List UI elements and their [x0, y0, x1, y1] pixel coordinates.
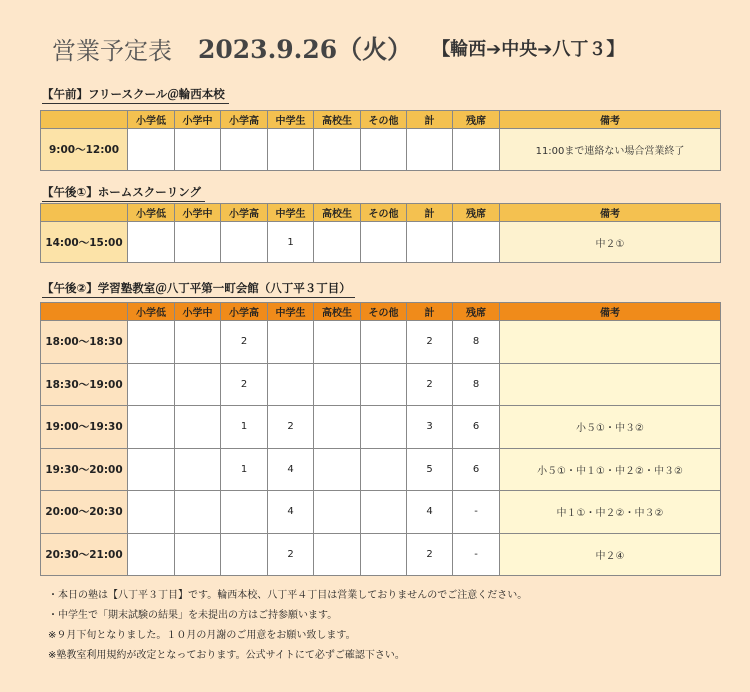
count-cell: 1	[268, 222, 314, 263]
remarks-cell	[500, 363, 721, 406]
count-cell	[175, 491, 221, 534]
count-cell	[361, 222, 407, 263]
count-cell: 2	[407, 533, 453, 576]
column-header: 小学低	[128, 111, 175, 129]
time-slot: 19:00〜19:30	[41, 406, 128, 449]
section-label: 【午前】フリースクール＠輪西本校	[42, 86, 229, 104]
column-header: 小学高	[221, 303, 268, 321]
title-route: 【輪西➔中央➔八丁３】	[432, 39, 625, 60]
count-cell	[361, 406, 407, 449]
column-header: 計	[407, 111, 453, 129]
column-header: 小学中	[175, 111, 221, 129]
count-cell: -	[453, 533, 500, 576]
table-row	[41, 321, 721, 364]
table-row	[41, 406, 721, 449]
time-slot: 18:00〜18:30	[41, 321, 128, 364]
note-line: ※９月下旬となりました。１０月の月謝のご用意をお願い致します。	[48, 630, 356, 641]
footer-notes	[48, 586, 527, 666]
count-cell: 4	[407, 491, 453, 534]
column-header: 計	[407, 204, 453, 222]
count-cell: 5	[407, 448, 453, 491]
count-cell	[361, 363, 407, 406]
section-label: 【午後①】ホームスクーリング	[42, 184, 205, 202]
count-cell	[314, 129, 361, 171]
remarks-cell: 中２①	[500, 222, 721, 263]
count-cell	[128, 222, 175, 263]
count-cell: 2	[221, 321, 268, 364]
column-header: 中学生	[268, 204, 314, 222]
header-row	[41, 204, 721, 222]
time-slot: 9:00〜12:00	[41, 129, 128, 171]
count-cell: 4	[268, 491, 314, 534]
count-cell: 6	[453, 406, 500, 449]
column-header: 高校生	[314, 204, 361, 222]
count-cell	[128, 321, 175, 364]
remarks-cell: 11:00まで連絡ない場合営業終了	[500, 129, 721, 171]
count-cell	[314, 448, 361, 491]
count-cell	[314, 363, 361, 406]
count-cell	[361, 448, 407, 491]
section-label: 【午後②】学習塾教室＠八丁平第一町会館（八丁平３丁目）	[42, 280, 355, 298]
column-header: 小学高	[221, 111, 268, 129]
count-cell	[175, 129, 221, 171]
column-header: 小学中	[175, 204, 221, 222]
count-cell: 1	[221, 406, 268, 449]
count-cell	[407, 222, 453, 263]
title-heading: 営業予定表	[52, 36, 172, 65]
column-header: 中学生	[268, 111, 314, 129]
column-header: 小学高	[221, 204, 268, 222]
count-cell	[175, 363, 221, 406]
count-cell: 6	[453, 448, 500, 491]
count-cell	[314, 406, 361, 449]
time-slot: 20:00〜20:30	[41, 491, 128, 534]
count-cell: 2	[268, 406, 314, 449]
column-header: 残席	[453, 111, 500, 129]
column-header	[41, 204, 128, 222]
count-cell	[314, 491, 361, 534]
count-cell	[221, 222, 268, 263]
count-cell: 2	[407, 321, 453, 364]
count-cell: 3	[407, 406, 453, 449]
time-slot: 14:00〜15:00	[41, 222, 128, 263]
remarks-cell: 小５①・中１①・中２②・中３②	[500, 448, 721, 491]
title-date: 2023.9.26（火）	[198, 35, 413, 64]
count-cell	[453, 129, 500, 171]
table-row	[41, 491, 721, 534]
table-row	[41, 129, 721, 171]
column-header	[41, 111, 128, 129]
count-cell	[128, 533, 175, 576]
note-line: ※塾教室利用規約が改定となっております。公式サイトにて必ずご確認下さい。	[48, 650, 405, 661]
count-cell	[268, 363, 314, 406]
count-cell: -	[453, 491, 500, 534]
table-row	[41, 448, 721, 491]
column-header: 中学生	[268, 303, 314, 321]
count-cell	[314, 321, 361, 364]
count-cell: 4	[268, 448, 314, 491]
count-cell	[175, 448, 221, 491]
page-title	[52, 28, 624, 68]
count-cell	[221, 491, 268, 534]
time-slot: 19:30〜20:00	[41, 448, 128, 491]
column-header	[41, 303, 128, 321]
count-cell	[175, 321, 221, 364]
table-row	[41, 533, 721, 576]
column-header: 備考	[500, 204, 721, 222]
count-cell	[175, 533, 221, 576]
column-header: 残席	[453, 303, 500, 321]
column-header: 小学低	[128, 204, 175, 222]
column-header: 高校生	[314, 111, 361, 129]
count-cell: 2	[407, 363, 453, 406]
column-header: 備考	[500, 111, 721, 129]
count-cell: 8	[453, 363, 500, 406]
column-header: 高校生	[314, 303, 361, 321]
column-header: 備考	[500, 303, 721, 321]
column-header: 計	[407, 303, 453, 321]
schedule-table	[40, 203, 721, 263]
time-slot: 18:30〜19:00	[41, 363, 128, 406]
note-line: ・中学生で「期末試験の結果」を未提出の方はご持参願います。	[48, 610, 338, 621]
count-cell	[128, 406, 175, 449]
header-row	[41, 303, 721, 321]
remarks-cell	[500, 321, 721, 364]
column-header: その他	[361, 303, 407, 321]
count-cell	[221, 533, 268, 576]
remarks-cell: 小５①・中３②	[500, 406, 721, 449]
count-cell	[128, 491, 175, 534]
count-cell	[268, 129, 314, 171]
count-cell	[221, 129, 268, 171]
count-cell	[361, 533, 407, 576]
column-header: その他	[361, 204, 407, 222]
count-cell	[407, 129, 453, 171]
column-header: 残席	[453, 204, 500, 222]
count-cell	[128, 129, 175, 171]
count-cell: 2	[268, 533, 314, 576]
count-cell: 8	[453, 321, 500, 364]
count-cell	[314, 222, 361, 263]
remarks-cell: 中１①・中２②・中３②	[500, 491, 721, 534]
count-cell	[314, 533, 361, 576]
count-cell	[128, 448, 175, 491]
table-row	[41, 222, 721, 263]
header-row	[41, 111, 721, 129]
count-cell	[361, 491, 407, 534]
column-header: その他	[361, 111, 407, 129]
schedule-table	[40, 110, 721, 171]
count-cell	[361, 321, 407, 364]
table-row	[41, 363, 721, 406]
schedule-table	[40, 302, 721, 576]
column-header: 小学低	[128, 303, 175, 321]
count-cell	[361, 129, 407, 171]
count-cell	[453, 222, 500, 263]
count-cell	[128, 363, 175, 406]
count-cell	[175, 222, 221, 263]
count-cell: 1	[221, 448, 268, 491]
time-slot: 20:30〜21:00	[41, 533, 128, 576]
remarks-cell: 中２④	[500, 533, 721, 576]
count-cell: 2	[221, 363, 268, 406]
count-cell	[268, 321, 314, 364]
column-header: 小学中	[175, 303, 221, 321]
count-cell	[175, 406, 221, 449]
note-line: ・本日の塾は【八丁平３丁目】です。輪西本校、八丁平４丁目は営業しておりませんのでご注意ください。	[48, 590, 528, 601]
